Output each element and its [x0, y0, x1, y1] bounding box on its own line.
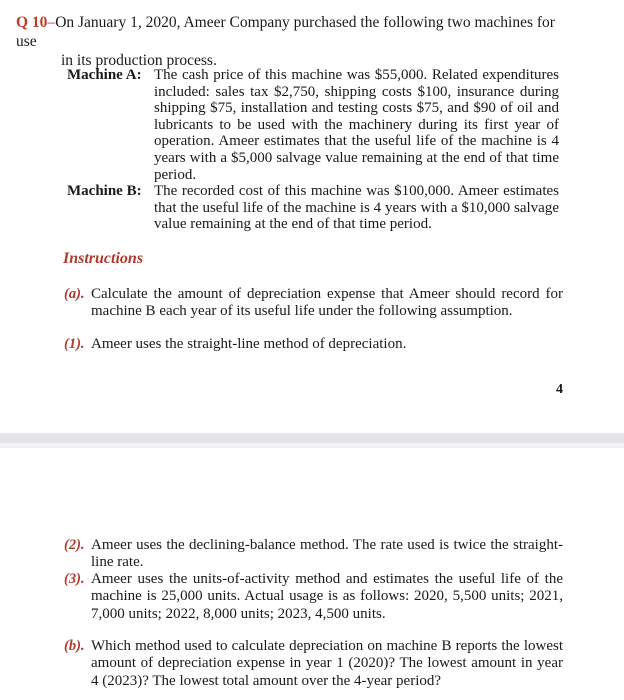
item-1-label: (1). — [64, 336, 85, 352]
item-2-label: (2). — [64, 537, 85, 553]
machine-a-label: Machine A: — [67, 67, 142, 83]
machine-b-description: The recorded cost of this machine was $100,000. Ameer estimates that the useful life of the machine is 4 years with a $10,000 salvage value remaining at the end of that time period. — [154, 183, 559, 233]
question-line-1 — [16, 13, 576, 51]
instructions-heading: Instructions — [63, 250, 144, 267]
item-1-text: Ameer uses the straight-line method of depreciation. — [91, 336, 407, 352]
page-number: 4 — [556, 382, 563, 397]
item-2-text: Ameer uses the declining-balance method. The rate used is twice the straight-line rate. — [91, 537, 563, 571]
item-3-text: Ameer uses the units-of-activity method and estimates the useful life of the machine is 25,000 units. Actual usage is as follows: 2020, 5,500 units; 2021, 7,000 units; 2022, 8,000 units; 2023, 4,500 units. — [91, 571, 563, 622]
question-header — [16, 13, 576, 70]
question-dash: – — [47, 14, 56, 31]
item-a-text: Calculate the amount of depreciation expense that Ameer should record for machine B each year of its useful life under the following assumption. — [91, 286, 563, 320]
question-number: Q 10 — [16, 14, 48, 31]
question-text-2: in its production process. — [61, 52, 217, 69]
question-text-1: On January 1, 2020, Ameer Company purchased the following two machines for use — [16, 14, 555, 50]
page-divider-shadow — [0, 443, 624, 448]
page-divider — [0, 433, 624, 443]
machine-b-label: Machine B: — [67, 183, 142, 199]
item-3-label: (3). — [64, 571, 85, 587]
machine-a-description: The cash price of this machine was $55,000. Related expenditures included: sales tax $2,750, shipping costs $100, insurance during shipping $75, installation and testing costs $75, and $90 of oil and lubricants to be used with the machinery during its first year of operation. Ameer estimates that the useful life of the machine is 4 years with a $5,000 salvage value remaining at the end of that time period. — [154, 67, 559, 183]
item-b-label: (b). — [64, 638, 85, 654]
item-a-label: (a). — [64, 286, 85, 302]
item-b-text: Which method used to calculate depreciation on machine B reports the lowest amount of depreciation expense in year 1 (2020)? The lowest amount in year 4 (2023)? The lowest total amount over the 4-year period? — [91, 638, 563, 689]
